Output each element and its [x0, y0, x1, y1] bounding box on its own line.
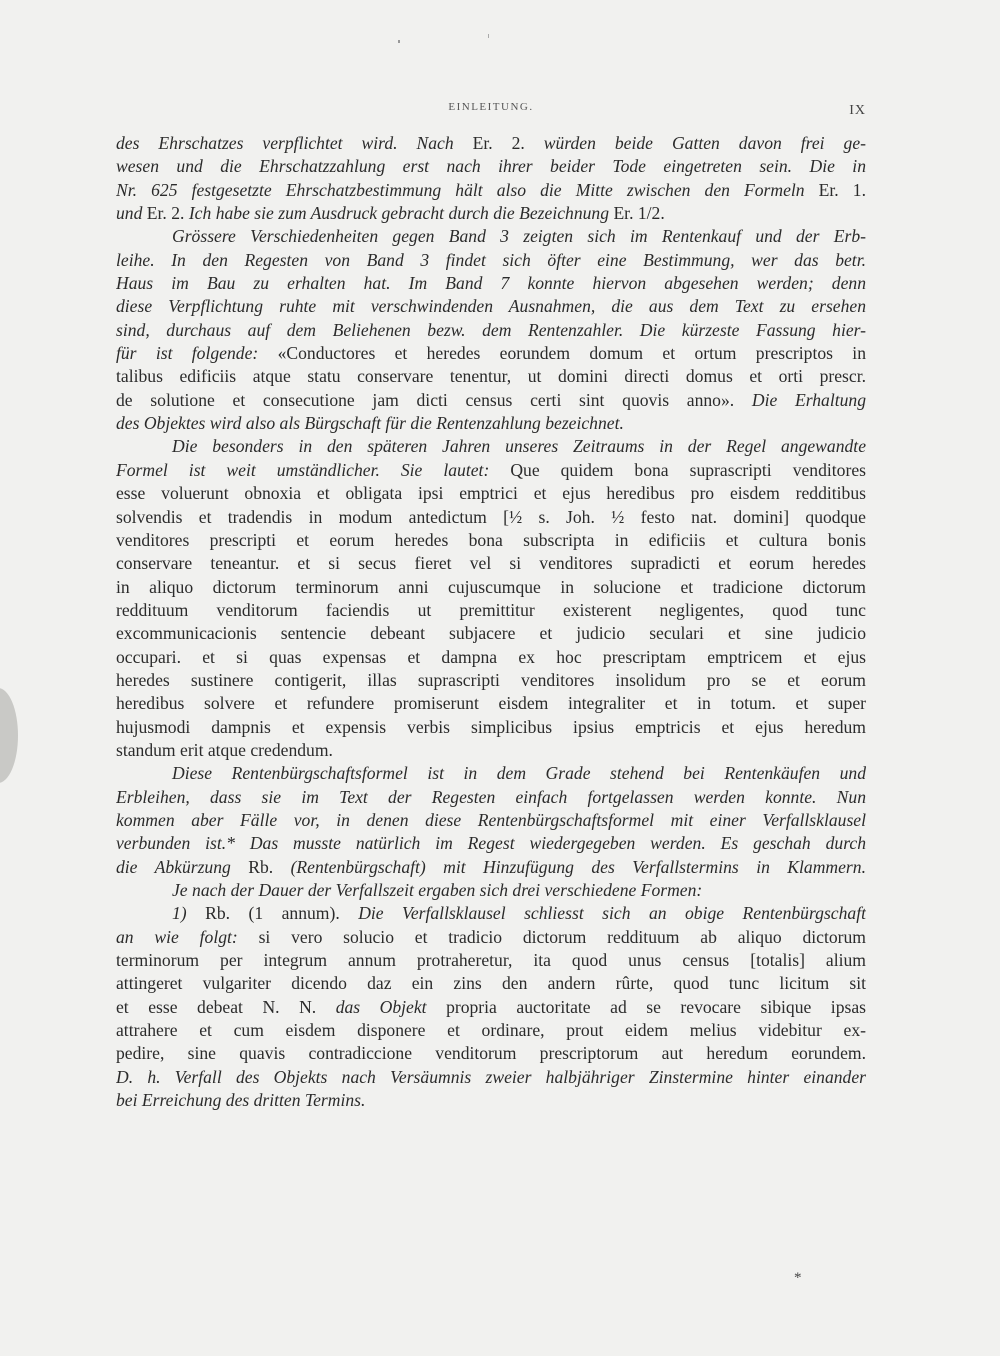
text-line	[116, 342, 866, 365]
roman-text-segment: et esse debeat N. N.	[116, 996, 336, 1017]
text-line	[116, 809, 866, 832]
italic-text-segment: das Objekt	[335, 996, 447, 1017]
italic-text-segment: (Rentenbürgschaft) mit Hinzufügung des Verfallstermins in Klammern.	[290, 856, 866, 877]
scan-speck	[488, 34, 489, 38]
italic-text-segment: würden beide Gatten davon frei ge-	[543, 133, 866, 153]
text-line	[116, 692, 866, 715]
page-header	[116, 97, 866, 121]
italic-text-segment: des Objektes wird also als Bürgschaft für die Rentenzahlung bezeichnet.	[116, 413, 624, 434]
roman-text-segment: reddituum venditorum faciendis ut premittitur existerent negligentes, quod tunc	[116, 599, 866, 620]
roman-text-segment: venditores prescripti et eorum heredes bona subscripta in edificiis et cultura bonis	[116, 529, 866, 550]
text-line	[116, 412, 866, 435]
text-line	[116, 902, 866, 925]
text-line	[116, 832, 866, 855]
roman-text-segment: de solutione et consecutione jam dicti census certi sint quovis anno».	[116, 389, 752, 410]
roman-text-segment: Rb. (1 annum).	[205, 903, 359, 924]
italic-text-segment: Die besonders in den späteren Jahren unseres Zeitraums in der Regel angewandte	[172, 436, 866, 457]
text-line	[116, 459, 866, 482]
italic-text-segment: Diese Rentenbürgschaftsformel ist in dem Grade stehend bei Rentenkäufen und	[172, 763, 866, 784]
text-line	[116, 716, 866, 739]
text-line	[116, 506, 866, 529]
italic-text-segment: D. h. Verfall des Objekts nach Versäumnis zweier halbjähriger Zinstermine hinter einander	[116, 1066, 866, 1087]
italic-text-segment: Grössere Verschiedenheiten gegen Band 3 zeigten sich im Rentenkauf und der Erb-	[172, 226, 866, 247]
roman-text-segment: heredibus solvere et refundere promiserunt eisdem integraliter et in totum. et super	[116, 693, 866, 714]
roman-text-segment: Er. 1/2.	[613, 203, 665, 224]
text-line	[116, 319, 866, 342]
roman-text-segment: Rb.	[248, 856, 291, 877]
text-line	[116, 879, 866, 902]
italic-text-segment: Je nach der Dauer der Verfallszeit ergaben sich drei verschiedene Formen:	[172, 880, 703, 900]
text-line	[116, 762, 866, 785]
text-line	[116, 295, 866, 318]
roman-text-segment: solvendis et tradendis in modum antedictum [½ s. Joh. ½ festo nat. domini] quodque	[116, 506, 866, 527]
roman-text-segment: Er. 2.	[472, 133, 544, 153]
text-line	[116, 155, 866, 178]
text-line	[116, 599, 866, 622]
text-line	[116, 786, 866, 809]
text-line	[116, 249, 866, 272]
scan-edge-blemish	[0, 688, 18, 783]
roman-text-segment: hujusmodi dampnis et expensis verbis simplicibus ipsius emptricis et ejus heredum	[116, 716, 866, 737]
roman-text-segment: standum erit atque credendum.	[116, 739, 333, 760]
roman-text-segment: conservare teneantur. et si secus fieret vel si venditores supradicti et eorum heredes	[116, 553, 866, 574]
italic-text-segment: leihe. In den Regesten von Band 3 findet sich öfter eine Bestimmung, wer das betr.	[116, 249, 866, 270]
italic-text-segment: bei Erreichung des dritten Termins.	[116, 1090, 366, 1111]
text-line	[116, 435, 866, 458]
running-head: EINLEITUNG.	[448, 101, 534, 113]
page-number: IX	[849, 103, 866, 118]
text-line	[116, 949, 866, 972]
roman-text-segment: occupari. et si quas expensas et dampna ex hoc prescriptam emptricem et ejus	[116, 646, 866, 667]
text-line	[116, 1066, 866, 1089]
text-line	[116, 972, 866, 995]
roman-text-segment: Que quidem bona suprascripti venditores	[510, 459, 866, 480]
footnote-mark: *	[794, 1270, 802, 1286]
text-line	[116, 202, 866, 225]
text-line	[116, 482, 866, 505]
italic-text-segment: Formel ist weit umständlicher. Sie lautet:	[116, 459, 511, 480]
roman-text-segment: terminorum per integrum annum protraheretur, ita quod unus census [totalis] alium	[116, 950, 866, 971]
roman-text-segment: pedire, sine quavis contradiccione venditorum prescriptorum aut heredum eorundem.	[116, 1043, 866, 1064]
text-line	[116, 272, 866, 295]
roman-text-segment: talibus edificiis atque statu conservare tenentur, ut domini directi domus et orti prescr.	[116, 366, 866, 387]
body-text	[116, 132, 866, 1112]
text-line	[116, 1019, 866, 1042]
italic-text-segment: Die Erhaltung	[751, 389, 866, 410]
italic-text-segment: verbunden ist.* Das musste natürlich im Regest wiedergegeben werden. Es geschah durch	[116, 833, 866, 854]
roman-text-segment: heredes sustinere contigerit, illas suprascripti venditores insolidum pro se et eorum	[116, 669, 866, 690]
roman-text-segment: propria auctoritate ad se revocare sibique ipsas	[446, 996, 866, 1017]
scan-speck	[398, 40, 400, 43]
roman-text-segment: Er. 1.	[818, 179, 866, 200]
italic-text-segment: für ist folgende:	[116, 343, 278, 364]
roman-text-segment: excommunicacionis sentencie debeant subjacere et judicio seculari et sine judicio	[116, 623, 866, 644]
text-line	[116, 646, 866, 669]
roman-text-segment: si vero solucio et tradicio dictorum reddituum ab aliquo dictorum	[258, 926, 866, 947]
text-line	[116, 1042, 866, 1065]
italic-text-segment: Nr. 625 festgesetzte Ehrschatzbestimmung hält also die Mitte zwischen den Formeln	[116, 179, 819, 200]
italic-text-segment: die Abkürzung	[116, 856, 249, 877]
text-line	[116, 225, 866, 248]
roman-text-segment: «Conductores et heredes eorundem domum et ortum prescriptos in	[277, 343, 866, 364]
text-line	[116, 529, 866, 552]
italic-text-segment: wesen und die Ehrschatzzahlung erst nach ihrer beider Tode eingetreten sein. Die in	[116, 156, 866, 177]
text-line	[116, 996, 866, 1019]
italic-text-segment: Erbleihen, dass sie im Text der Regesten einfach fortgelassen werden konnte. Nun	[116, 786, 866, 807]
italic-text-segment: Die Verfallsklausel schliesst sich an obige Rentenbürgschaft	[358, 903, 866, 924]
roman-text-segment: in aliquo dictorum terminorum anni cujuscumque in solucione et tradicione dictorum	[116, 576, 866, 597]
text-line	[116, 132, 866, 155]
roman-text-segment: attrahere et cum eisdem disponere et ordinare, prout eidem melius videbitur ex-	[116, 1020, 866, 1041]
italic-text-segment: Haus im Bau zu erhalten hat. Im Band 7 konnte hiervon abgesehen werden; denn	[116, 273, 866, 294]
text-line	[116, 365, 866, 388]
roman-text-segment: Er. 2.	[146, 203, 189, 224]
text-line	[116, 552, 866, 575]
italic-text-segment: an wie folgt:	[116, 926, 259, 947]
text-line	[116, 576, 866, 599]
italic-text-segment: und	[116, 203, 147, 224]
roman-text-segment: esse voluerunt obnoxia et obligata ipsi emptrici et ejus heredibus pro eisdem redditibus	[116, 483, 866, 504]
text-line	[116, 1089, 866, 1112]
text-line	[116, 739, 866, 762]
italic-text-segment: des Ehrschatzes verpflichtet wird. Nach	[116, 133, 473, 153]
text-line	[116, 179, 866, 202]
roman-text-segment: attingeret vulgariter dicendo daz ein zins den andern rûrte, quod tunc licitum sit	[116, 973, 866, 994]
text-line	[116, 669, 866, 692]
italic-text-segment: sind, durchaus auf dem Beliehenen bezw. dem Rentenzahler. Die kürzeste Fassung hier-	[116, 319, 866, 340]
text-line	[116, 622, 866, 645]
italic-text-segment: kommen aber Fälle vor, in denen diese Rentenbürgschaftsformel mit einer Verfallsklausel	[116, 809, 866, 830]
text-line	[116, 926, 866, 949]
text-line	[116, 856, 866, 879]
text-line	[116, 389, 866, 412]
italic-text-segment: 1)	[172, 903, 206, 924]
italic-text-segment: diese Verpflichtung ruhte mit verschwindenden Ausnahmen, die aus dem Text zu ersehen	[116, 296, 866, 317]
italic-text-segment: Ich habe sie zum Ausdruck gebracht durch die Bezeichnung	[188, 203, 614, 224]
